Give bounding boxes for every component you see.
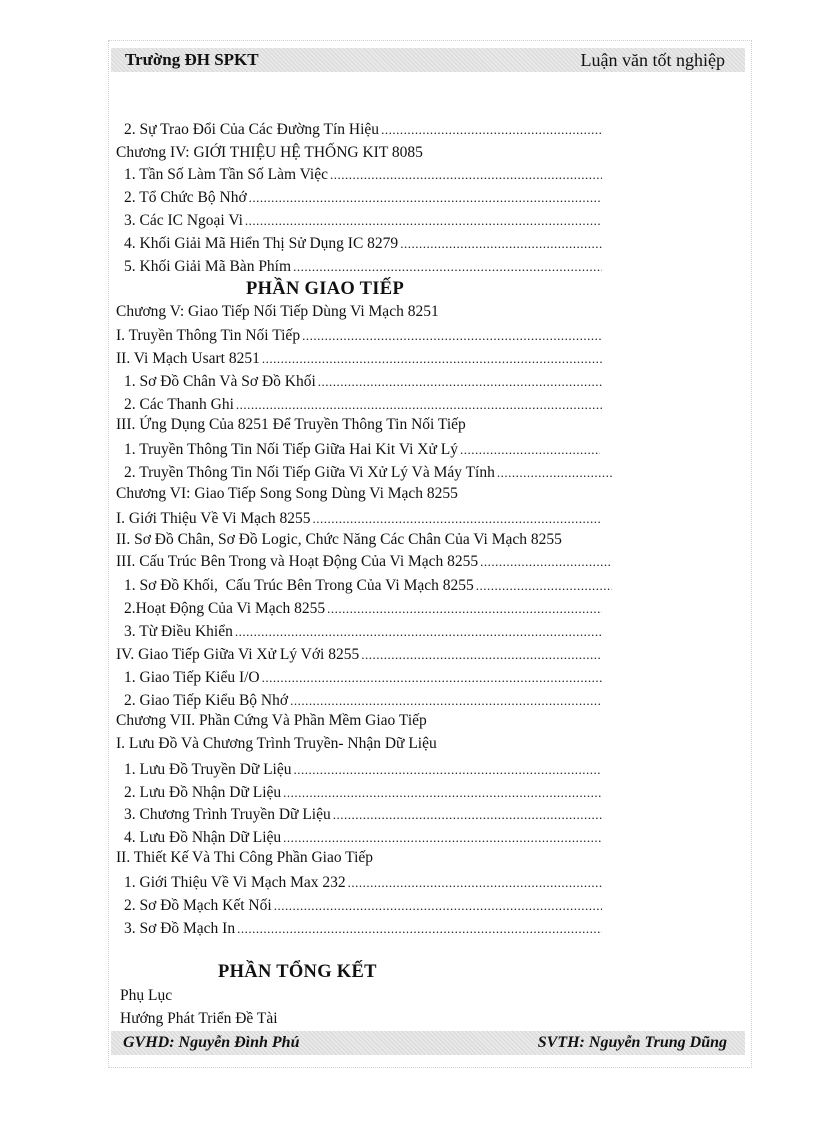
- toc-chapter: Chương V: Giao Tiếp Nối Tiếp Dùng Vi Mạch 8251: [116, 303, 439, 320]
- toc-entry: II. Vi Mạch Usart 8251 .....: [116, 350, 602, 368]
- toc-entry: 2. Sơ Đồ Mạch Kết Nối .....: [124, 897, 602, 915]
- toc-chapter: Chương VI: Giao Tiếp Song Song Dùng Vi Mạch 8255: [116, 485, 458, 502]
- section-heading: PHẦN TỔNG KẾT: [218, 962, 377, 982]
- page-footer: [111, 1031, 745, 1055]
- toc-chapter: Chương VII. Phần Cứng Và Phần Mềm Giao Tiếp: [116, 712, 427, 729]
- toc-entry: 1. Lưu Đồ Truyền Dữ Liệu .....: [124, 761, 602, 779]
- toc-entry: III. Cấu Trúc Bên Trong và Hoạt Động Của Vi Mạch 8255 .....: [116, 553, 612, 571]
- footer-student: SVTH: Nguyễn Trung Dũng: [537, 1034, 727, 1051]
- toc-entry: 2. Giao Tiếp Kiểu Bộ Nhớ .....: [124, 692, 602, 710]
- toc-entry: II. Sơ Đồ Chân, Sơ Đồ Logic, Chức Năng Các Chân Của Vi Mạch 8255: [116, 531, 562, 548]
- toc-entry: 1. Truyền Thông Tin Nối Tiếp Giữa Hai Kit Vi Xử Lý .....: [124, 441, 600, 459]
- toc-entry: 5. Khối Giải Mã Bàn Phím .....: [124, 258, 602, 276]
- toc-entry: I. Truyền Thông Tin Nối Tiếp .....: [116, 327, 602, 345]
- toc-entry: 3. Từ Điều Khiển .....: [124, 623, 602, 641]
- toc-entry: Phụ Lục: [120, 987, 173, 1004]
- page-header: [111, 48, 745, 72]
- toc-entry: 1. Sơ Đồ Khối, Cấu Trúc Bên Trong Của Vi Mạch 8255 .....: [124, 577, 612, 595]
- toc-entry: II. Thiết Kế Và Thi Công Phần Giao Tiếp: [116, 849, 374, 866]
- toc-entry: 1. Giới Thiệu Về Vi Mạch Max 232 .....: [124, 874, 602, 892]
- toc-entry: 1. Giao Tiếp Kiểu I/O .....: [124, 669, 602, 687]
- header-doc-type: Luận văn tốt nghiệp: [580, 50, 725, 70]
- section-heading: PHẦN GIAO TIẾP: [246, 279, 405, 299]
- toc-entry: 4. Khối Giải Mã Hiển Thị Sử Dụng IC 8279 .....: [124, 235, 602, 253]
- footer-advisor: GVHD: Nguyễn Đình Phú: [123, 1034, 300, 1051]
- toc-entry: 3. Sơ Đồ Mạch In .....: [124, 920, 602, 938]
- toc-entry: Hướng Phát Triển Đề Tài: [120, 1010, 278, 1027]
- toc-entry: IV. Giao Tiếp Giữa Vi Xử Lý Với 8255 .....: [116, 646, 602, 664]
- toc-entry: 1. Tần Số Làm Tần Số Làm Việc .....: [124, 166, 602, 184]
- toc-entry: III. Ứng Dụng Của 8251 Để Truyền Thông Tin Nối Tiếp: [116, 416, 466, 433]
- toc-entry: 2. Sự Trao Đổi Của Các Đường Tín Hiệu .....: [124, 121, 602, 139]
- toc-chapter: Chương IV: GIỚI THIỆU HỆ THỐNG KIT 8085: [116, 144, 423, 161]
- toc-entry: 3. Các IC Ngoại Vi .....: [124, 212, 602, 230]
- toc-entry: I. Lưu Đồ Và Chương Trình Truyền- Nhận Dữ Liệu: [116, 735, 437, 752]
- toc-entry: 1. Sơ Đồ Chân Và Sơ Đồ Khối .....: [124, 373, 602, 391]
- toc-entry: I. Giới Thiệu Về Vi Mạch 8255 .....: [116, 510, 602, 528]
- toc-entry: 4. Lưu Đồ Nhận Dữ Liệu .....: [124, 829, 602, 847]
- toc-entry: 2. Lưu Đồ Nhận Dữ Liệu .....: [124, 784, 602, 802]
- header-school: Trường ĐH SPKT: [125, 50, 259, 69]
- toc-entry: 2.Hoạt Động Của Vi Mạch 8255 .....: [124, 600, 602, 618]
- toc-entry: 2. Các Thanh Ghi .....: [124, 396, 602, 414]
- toc-entry: 2. Tổ Chức Bộ Nhớ .....: [124, 189, 602, 207]
- toc-entry: 2. Truyền Thông Tin Nối Tiếp Giữa Vi Xử Lý Và Máy Tính .....: [124, 464, 612, 482]
- toc-entry: 3. Chương Trình Truyền Dữ Liệu .....: [124, 806, 602, 824]
